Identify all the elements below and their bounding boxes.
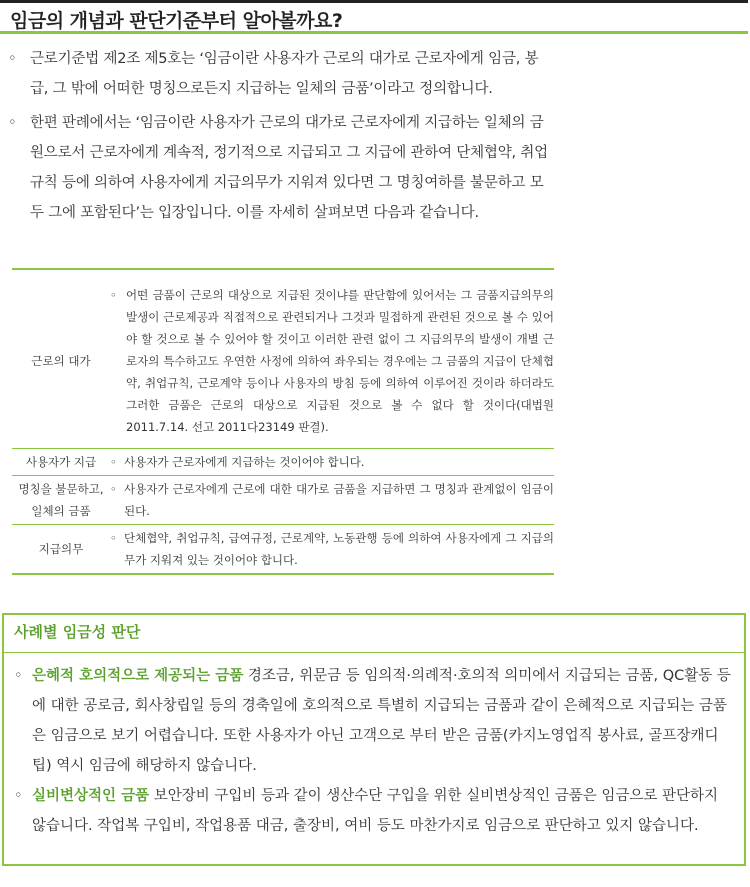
criteria-desc-cell xyxy=(110,525,554,575)
case-item-highlight: 은혜적 호의적으로 제공되는 금품 xyxy=(32,668,244,684)
criteria-label: 명칭을 불문하고, 일체의 금품 xyxy=(18,482,104,518)
criteria-label: 지급의무 xyxy=(38,542,84,556)
criteria-desc: 사용자가 근로자에게 근로에 대한 대가로 금품을 지급하면 그 명칭과 관계없이 임금이 된다. xyxy=(124,482,554,518)
bullet-icon: ◦ xyxy=(110,288,117,302)
criteria-desc-cell xyxy=(110,269,554,449)
paragraph-definition xyxy=(8,44,553,104)
table-row xyxy=(12,525,554,575)
bullet-icon: ◦ xyxy=(14,788,23,804)
criteria-label: 근로의 대가 xyxy=(31,354,91,368)
case-item-text: 보안장비 구입비 등과 같이 생산수단 구입을 위한 실비변상적인 금품은 임금으로 판단하지 않습니다. 작업복 구입비, 작업용품 대금, 출장비, 여비 등도 마찬가지로 임금으로 판단하고 있지 않습니다. xyxy=(32,788,719,834)
bullet-icon: ◦ xyxy=(8,51,17,67)
case-box-heading: 사례별 임금성 판단 xyxy=(14,621,744,651)
table-row xyxy=(12,269,554,449)
page-title: 임금의 개념과 판단기준부터 알아볼까요? xyxy=(10,10,343,32)
case-item-highlight: 실비변상적인 금품 xyxy=(32,788,150,804)
title-bar xyxy=(0,0,748,34)
criteria-desc: 어떤 금품이 근로의 대상으로 지급된 것이냐를 판단함에 있어서는 그 금품지급의무의 발생이 근로제공과 직접적으로 관련되거나 그것과 밀접하게 관련된 것으로 볼 수 있어야 할 것으로 볼 수 있어야 할 것이고 이러한 관련 없이 그 지급의무의 발생이 개별 근로자의 특수하고도 우연한 사정에 의하여 좌우되는 경우에는 그 금품의 지급이 단체협약, 취업규칙, 근로계약 등이나 사용자의 방침 등에 의하여 이루어진 것이라 하더라도 그러한 금품은 근로의 대상으로 지급된 것으로 볼 수 없다 할 것이다(대법원 2011.7.14. 선고 2011다23149 판결). xyxy=(126,288,554,434)
criteria-label: 사용자가 지급 xyxy=(25,455,97,469)
bullet-icon: ◦ xyxy=(14,668,23,684)
bullet-icon: ◦ xyxy=(110,455,117,469)
table-row xyxy=(12,476,554,525)
case-judgement-box xyxy=(2,613,746,866)
criteria-desc: 단체협약, 취업규칙, 급여규정, 근로계약, 노동관행 등에 의하여 사용자에게 그 지급의무가 지워져 있는 것이어야 합니다. xyxy=(124,531,554,567)
case-item-body xyxy=(14,781,736,841)
criteria-desc-cell xyxy=(110,449,554,476)
case-item-body xyxy=(14,661,736,781)
paragraph-text: 한편 판례에서는 ‘임금이란 사용자가 근로의 대가로 근로자에게 지급하는 일체의 금원으로서 근로자에게 계속적, 정기적으로 지급되고 그 지급에 관하여 단체협약, 취업규칙 등에 의하여 사용자에게 지급의무가 지워져 있다면 그 명칭여하를 불문하고 모두 그에 포함된다’는 입장입니다. 이를 자세히 살펴보면 다음과 같습니다. xyxy=(30,115,548,221)
bullet-icon: ◦ xyxy=(110,531,117,545)
case-item-text: 경조금, 위문금 등 임의적·의례적·호의적 의미에서 지급되는 금품, QC활동 등에 대한 공로금, 회사창립일 등의 경축일에 호의적으로 특별히 지급되는 금품과 같이 은혜적으로 지급되는 금품은 임금으로 보기 어렵습니다. 또한 사용자가 아닌 고객으로 부터 받은 금품(카지노영업직 봉사료, 골프장캐디 팁) 역시 임금에 해당하지 않습니다. xyxy=(32,668,731,774)
paragraph-precedent xyxy=(8,108,553,228)
criteria-desc: 사용자가 근로자에게 지급하는 것이어야 합니다. xyxy=(124,455,365,469)
table-row xyxy=(12,449,554,476)
paragraph-text: 근로기준법 제2조 제5호는 ‘임금이란 사용자가 근로의 대가로 근로자에게 임금, 봉급, 그 밖에 어떠한 명칭으로든지 지급하는 일체의 금품’이라고 정의합니다. xyxy=(30,51,539,97)
bullet-icon: ◦ xyxy=(8,115,17,131)
bullet-icon: ◦ xyxy=(110,482,117,496)
criteria-desc-cell xyxy=(110,476,554,525)
case-item-expense xyxy=(14,781,736,841)
case-item-gratuitous xyxy=(14,661,736,781)
wage-criteria-table xyxy=(12,268,554,575)
